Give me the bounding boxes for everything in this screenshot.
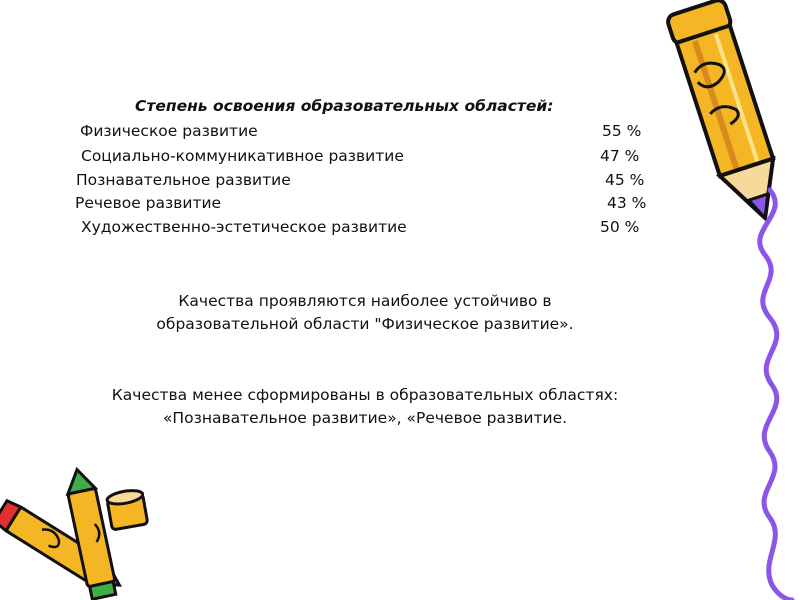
area-value-artistic: 50 % xyxy=(600,218,640,236)
area-value-social: 47 % xyxy=(600,147,640,165)
strong-qualities-line2: образовательной области "Физическое развитие». xyxy=(156,315,574,333)
area-value-cognitive: 45 % xyxy=(605,171,645,189)
section-title: Степень освоения образовательных областей: xyxy=(135,97,554,115)
area-name-cognitive: Познавательное развитие xyxy=(76,171,291,189)
weak-qualities-line1: Качества менее сформированы в образовательных областях: xyxy=(111,386,619,404)
area-name-speech: Речевое развитие xyxy=(75,194,222,212)
area-name-social: Социально-коммуникативное развитие xyxy=(81,147,404,165)
strong-qualities-paragraph xyxy=(0,290,730,336)
area-value-physical: 55 % xyxy=(602,122,642,140)
area-value-speech: 43 % xyxy=(607,194,647,212)
area-name-physical: Физическое развитие xyxy=(80,122,258,140)
area-name-artistic: Художественно-эстетическое развитие xyxy=(81,218,407,236)
strong-qualities-line1: Качества проявляются наиболее устойчиво в xyxy=(178,292,552,310)
weak-qualities-line2: «Познавательное развитие», «Речевое развитие. xyxy=(162,409,568,427)
weak-qualities-paragraph xyxy=(0,384,730,430)
